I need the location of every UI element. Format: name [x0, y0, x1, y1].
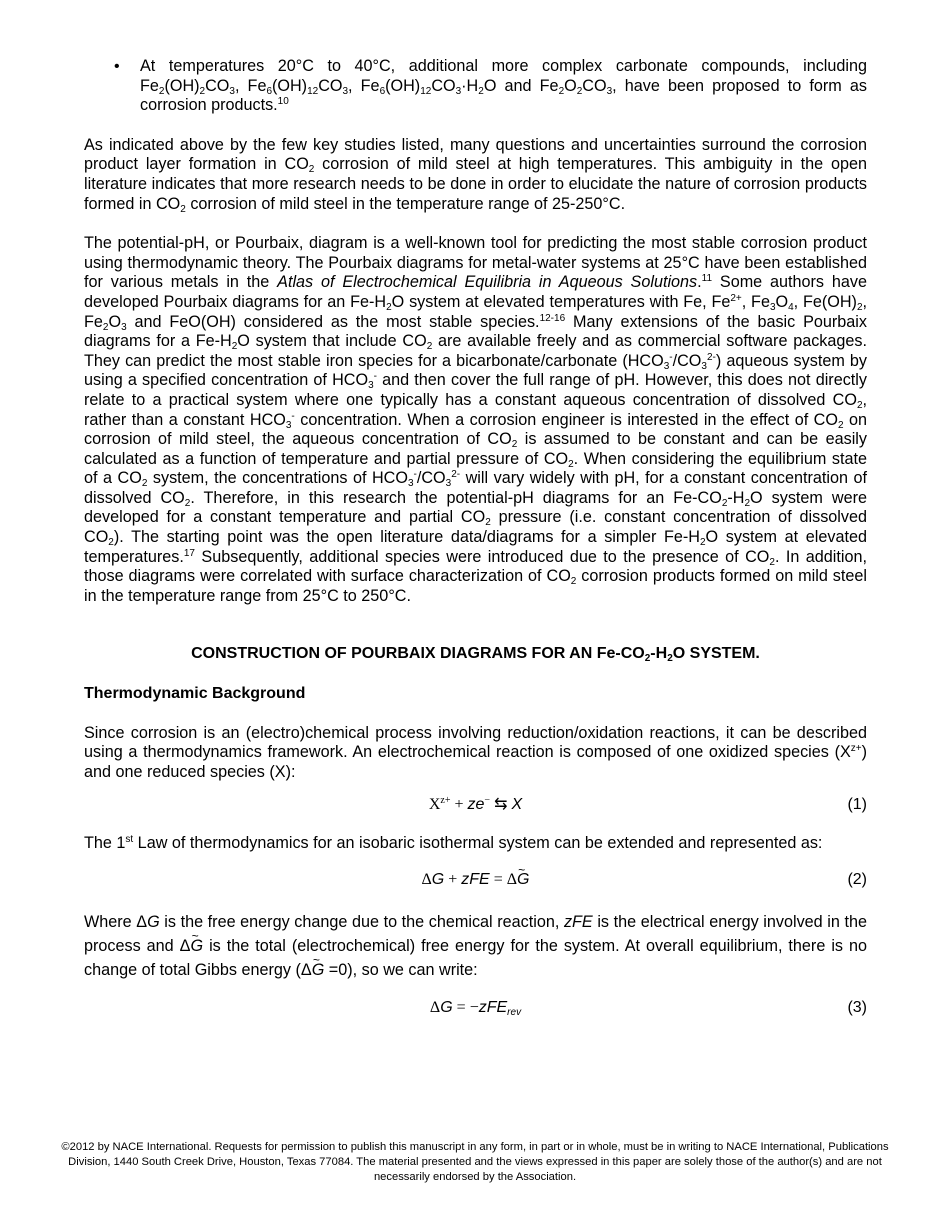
equation-1: $X^{z+} + ze^-$ ⇆ X (1)	[84, 793, 867, 817]
section-heading: CONSTRUCTION OF POURBAIX DIAGRAMS FOR AN $Fe-CO_2-H_2O$ SYSTEM.	[191, 645, 760, 665]
equation-number: (2)	[847, 871, 867, 888]
equation-number: (1)	[847, 796, 867, 814]
paragraph-pourbaix: The potential-pH, or Pourbaix, diagram is a well-known tool for predicting the most stable corrosion product using thermodynamic theory. The Pourbaix diagrams for metal-water systems at 25°C have been established for various metals in the Atlas of Electrochemical Equilibria in Aqueous Solutions.$^{11}$ Some authors have developed Pourbaix diagrams for an $Fe-H_2O$ system at elevated temperatures with Fe, $Fe^{2+}$, $Fe_3O_4$, $Fe(OH)_2$, $Fe_2O_3$ and FeO(OH) considered as the most stable species.$^{12-16}$ Many extensions of the basic Pourbaix diagrams for a $Fe-H_2O$ system that include $CO_2$ are available freely and as commercial software packages. They can predict the most stable iron species for a bicarbonate/carbonate $(HCO_3^-/CO_3^{2-})$ aqueous system by using a specified concentration of $HCO_3^-$ and then cover the full range of pH. However, this does not directly relate to a practical system where one typically has a constant aqueous concentration of dissolved $CO_2$, rather than a constant $HCO_3^-$ concentration. When a corrosion engineer is interested in the effect of $CO_2$ on corrosion of mild steel, the aqueous concentration of $CO_2$ is assumed to be constant and can be easily calculated as a function of temperature and partial pressure of $CO_2$. When considering the equilibrium state of a $CO_2$ system, the concentrations of $HCO_3^-/CO_3^{2-}$ will vary widely with pH, for a constant concentration of dissolved $CO_2$. Therefore, in this research the potential-pH diagrams for an $Fe-CO_2-H_2O$ system were developed for a constant temperature and partial $CO_2$ pressure (i.e. constant concentration of dissolved $CO_2$). The starting point was the open literature data/diagrams for a simpler $Fe-H_2O$ system at elevated temperatures.$^{17}$ Subsequently, additional species were introduced due to the presence of $CO_2$. In addition, those diagrams were correlated with surface characterization of $CO_2$ corrosion products formed on mild steel in the temperature range from 25°C to 250°C.	[84, 234, 868, 605]
paper-page	[84, 57, 867, 1020]
paragraph-free-energy: Where ΔG is the free energy change due to the chemical reaction, zFE is the electrical energy involved in the process and Δ~ G is the total (electrochemical) free energy for the system. At overall equilibrium, there is no change of total Gibbs energy (Δ~ G =0), so we can write:	[84, 910, 867, 982]
paragraph-first-law: The 1st Law of thermodynamics for an isobaric isothermal system can be extended and represented as:	[84, 834, 823, 853]
subsection-heading: Thermodynamic Background	[84, 685, 306, 703]
equation-3: ΔG = −zFE$_{rev}$ (3)	[84, 996, 867, 1020]
reference-superscript: 10	[277, 96, 289, 108]
copyright-footer: ©2012 by NACE International. Requests for permission to publish this manuscript in any form, in part or in whole, must be in writing to NACE International, Publications Division, 1440 South Creek Drive, Houston, Texas 77084. The material presented and the views expressed in this paper are solely those of the author(s) and are not necessarily endorsed by the Association.	[61, 1141, 889, 1183]
equation-2: ΔG + zFE = Δ~ G (2)	[84, 868, 867, 892]
paragraph-uncertainties: As indicated above by the few key studies listed, many questions and uncertainties surround the corrosion product layer formation in $CO_2$ corrosion of mild steel at high temperatures. This ambiguity in the open literature indicates that more research needs to be done in order to elucidate the nature of corrosion products formed in $CO_2$ corrosion of mild steel in the temperature range of 25-250°C.	[84, 135, 867, 215]
equation-number: (3)	[847, 999, 867, 1016]
bullet-dot: •	[114, 58, 120, 75]
paragraph-thermodynamics: Since corrosion is an (electro)chemical process involving reduction/oxidation reactions, it can be described using a thermodynamics framework. An electrochemical reaction is composed of one oxidized species $(X^{z+})$ and one reduced species (X):	[84, 723, 867, 781]
bullet-item: • At temperatures 20°C to 40°C, additional more complex carbonate compounds, including $Fe_2(OH)_2CO_3$, $Fe_6(OH)_{12}CO_3$, $Fe_6(OH)_{12}CO_3\cdot H_2O$ and $Fe_2O_2CO_3$, have been proposed to form as corrosion products.$^{10}$	[114, 57, 867, 115]
